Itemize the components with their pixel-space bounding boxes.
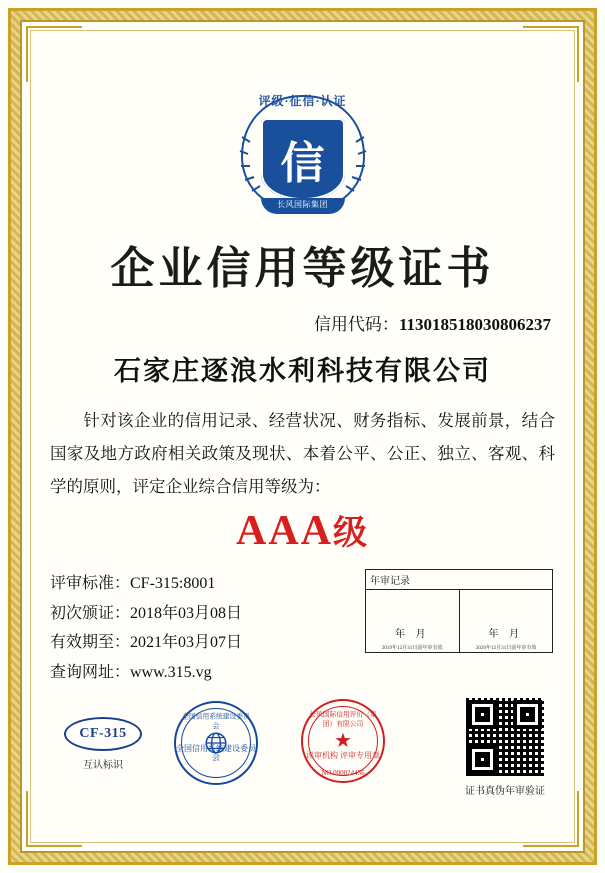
annual-review-validity: 2019年12月31日前年审有效: [381, 645, 443, 651]
company-name: 石家庄逐浪水利科技有限公司: [114, 356, 491, 386]
emblem-top-text: 评级·征信·认证: [258, 94, 347, 108]
red-seal-inner-text: 评审机构 评审专用章: [306, 751, 380, 761]
annual-review-box: [365, 569, 553, 653]
cf315-text: CF-315: [79, 726, 127, 741]
credit-emblem: [234, 90, 372, 214]
query-website: 查询网址：www.315.vg: [50, 663, 212, 681]
credit-code-label: 信用代码：: [313, 315, 399, 334]
grade-suffix: 级: [333, 515, 369, 552]
red-seal-arc-text: 长风国际信用评价（集团）有限公司: [309, 710, 377, 728]
emblem-shield: [261, 118, 345, 200]
info-list: [46, 569, 242, 687]
grade-display: [46, 505, 559, 555]
annual-review-year-month: 年 月: [488, 629, 523, 640]
qr-caption: 证书真伪年审验证: [465, 786, 545, 797]
emblem-center-char: 信: [280, 139, 325, 188]
red-seal-number: NO.000024456: [321, 769, 365, 777]
emblem-bottom-text: 长风国际集团: [277, 200, 328, 209]
annual-review-year-month: 年 月: [395, 629, 430, 640]
cf315-caption: 互认标识: [83, 760, 123, 771]
globe-icon: [203, 730, 229, 756]
credit-code-value: 113018518030806237: [398, 315, 551, 334]
emblem-area: [46, 90, 559, 214]
body-paragraph: [46, 404, 559, 503]
body-paragraph-text: 针对该企业的信用记录、经营状况、财务指标、发展前景，结合国家及地方政府相关政策及现状、本着公平、公正、独立、客观、科学的原则，评定企业综合信用等级为：: [50, 411, 555, 496]
verification-qr[interactable]: [465, 697, 545, 797]
annual-review-cell: [459, 590, 553, 652]
cf315-oval-icon: [64, 717, 142, 751]
red-seal-circle-icon: [301, 699, 385, 783]
grade-latin: AAA: [236, 508, 333, 554]
stamps-footer: [46, 691, 559, 811]
blue-seal-inner-text: 全国信用系统建设委员会: [176, 744, 256, 763]
blue-seal-circle-icon: [174, 701, 258, 785]
blue-seal-arc-text: 全国信用系统建设委员会: [182, 712, 250, 730]
details-row: [46, 569, 559, 687]
valid-until-date: 有效期至：2021年03月07日: [50, 634, 243, 652]
red-seal: [301, 699, 385, 783]
annual-review-title: 年审记录: [366, 570, 552, 590]
star-icon: ★: [334, 730, 352, 752]
annual-review-cells: [366, 590, 552, 652]
blue-seal: [174, 701, 258, 785]
first-issue-date: 初次颁证：2018年03月08日: [50, 604, 243, 622]
qr-finder-bottom-left: [468, 745, 497, 774]
credit-code-line: [46, 310, 559, 335]
annual-review-validity: 2020年12月31日前年审有效: [475, 645, 537, 651]
review-standard: 评审标准：CF-315:8001: [50, 575, 216, 592]
qr-code-icon[interactable]: [465, 697, 545, 777]
certificate-content: [46, 44, 559, 829]
annual-review-cell: [366, 590, 459, 652]
mutual-recognition-mark: [64, 717, 142, 771]
page-title: 企业信用等级证书: [110, 244, 495, 293]
